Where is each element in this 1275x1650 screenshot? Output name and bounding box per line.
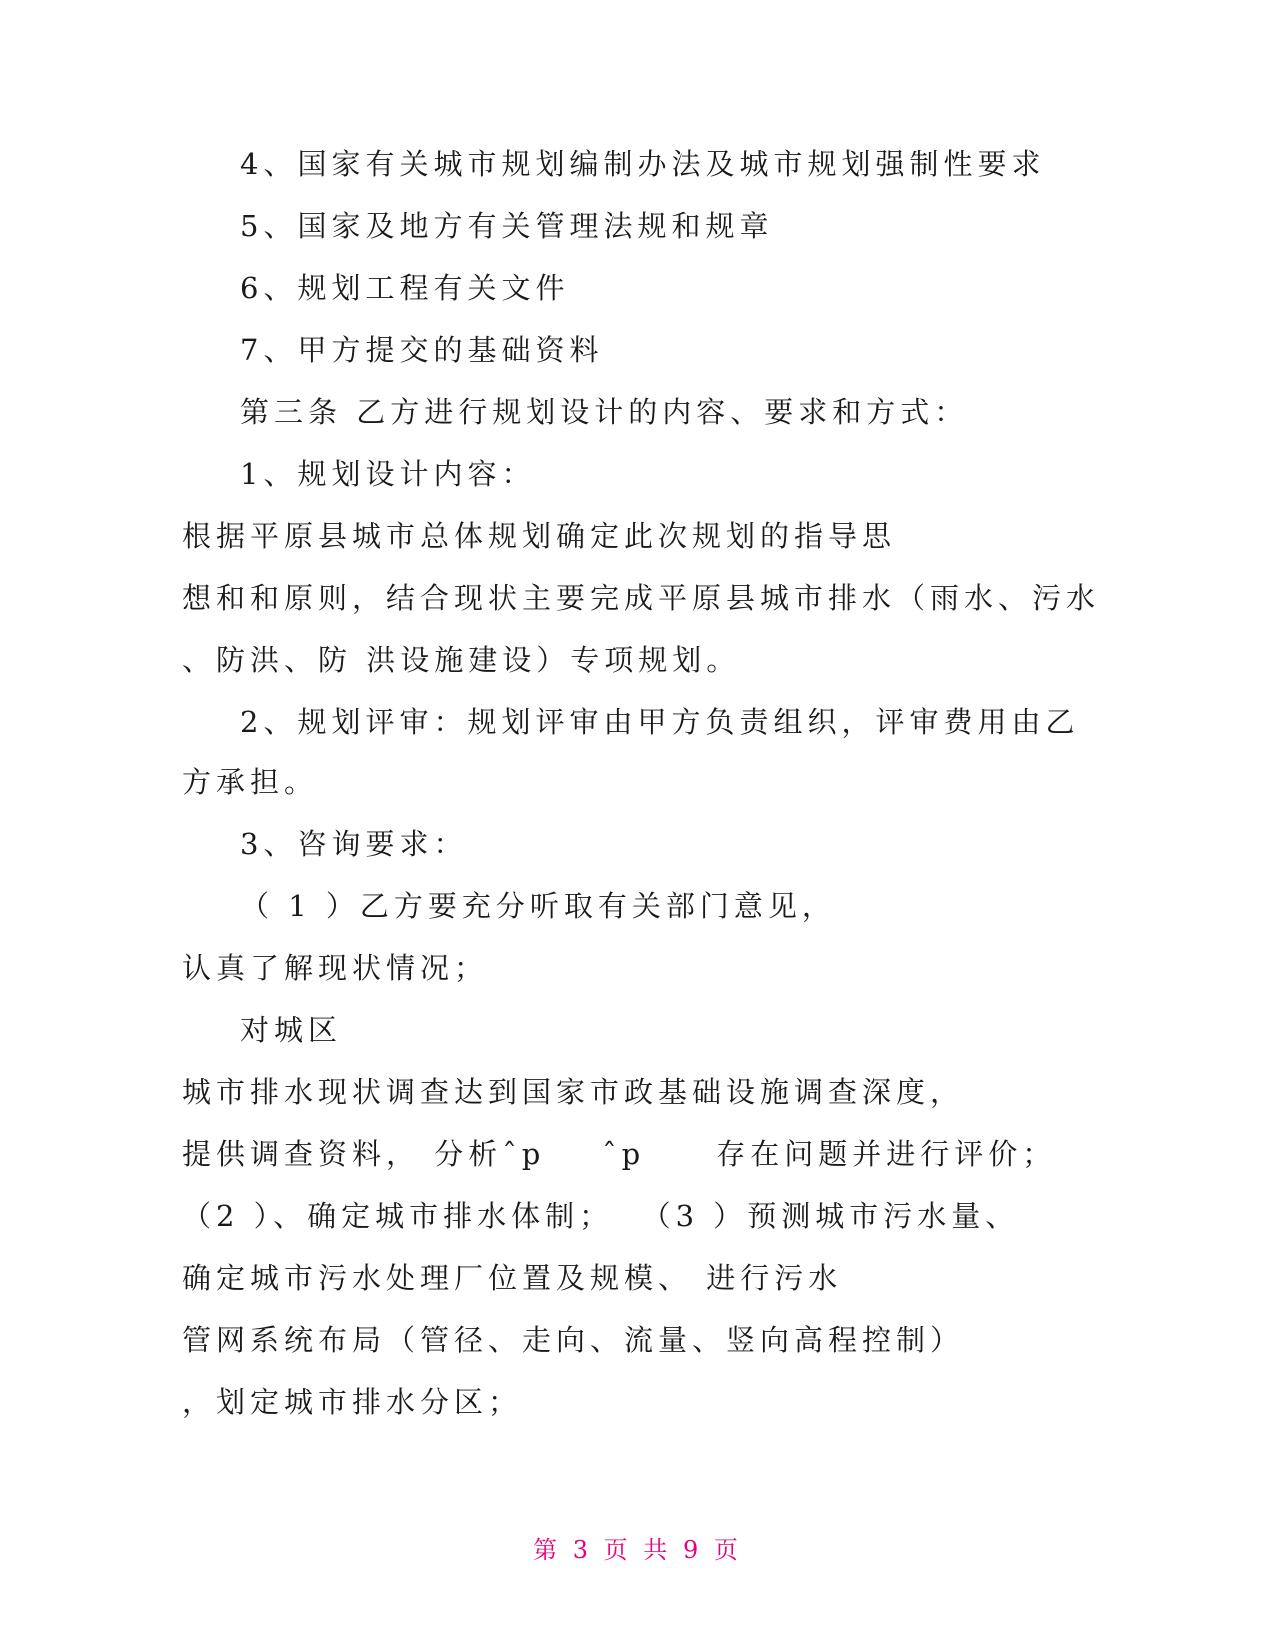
text-line: 2、规划评审：规划评审由甲方负责组织，评审费用由乙 <box>240 705 1080 739</box>
text-line: 5、国家及地方有关管理法规和规章 <box>240 209 774 243</box>
text-line: 4、国家有关城市规划编制办法及城市规划强制性要求 <box>240 147 1046 181</box>
text-line: 、防洪、防 洪设施建设）专项规划。 <box>182 643 741 677</box>
page-number-footer: 第 3 页 共 9 页 <box>533 1536 742 1564</box>
text-line: 提供调查资料， 分析ˆp ˆp 存在问题并进行评价； <box>182 1137 1057 1171</box>
text-line: 城市排水现状调查达到国家市政基础设施调查深度， <box>182 1075 965 1109</box>
text-line: （2 ）、确定城市排水体制； （3 ）预测城市污水量、 <box>182 1199 1020 1233</box>
text-line: 想和和原则，结合现状主要完成平原县城市排水（雨水、污水 <box>182 581 1101 615</box>
text-line: 确定城市污水处理厂位置及规模、 进行污水 <box>182 1261 843 1295</box>
text-line: 管网系统布局（管径、走向、流量、竖向高程控制） <box>182 1323 965 1357</box>
text-line: 7、甲方提交的基础资料 <box>240 333 604 367</box>
text-line: 认真了解现状情况； <box>182 951 489 985</box>
text-line: 根据平原县城市总体规划确定此次规划的指导思 <box>182 519 897 553</box>
text-line: ，划定城市排水分区； <box>182 1385 523 1419</box>
text-line: 6、规划工程有关文件 <box>240 271 570 305</box>
text-line: 对城区 <box>240 1013 343 1047</box>
text-line: 1、规划设计内容： <box>240 457 536 491</box>
text-line: （ 1 ）乙方要充分听取有关部门意见， <box>240 889 836 923</box>
text-line: 3、咨询要求： <box>240 827 468 861</box>
section-heading: 第三条 乙方进行规划设计的内容、要求和方式： <box>240 395 969 429</box>
text-line: 方承担。 <box>182 765 319 799</box>
